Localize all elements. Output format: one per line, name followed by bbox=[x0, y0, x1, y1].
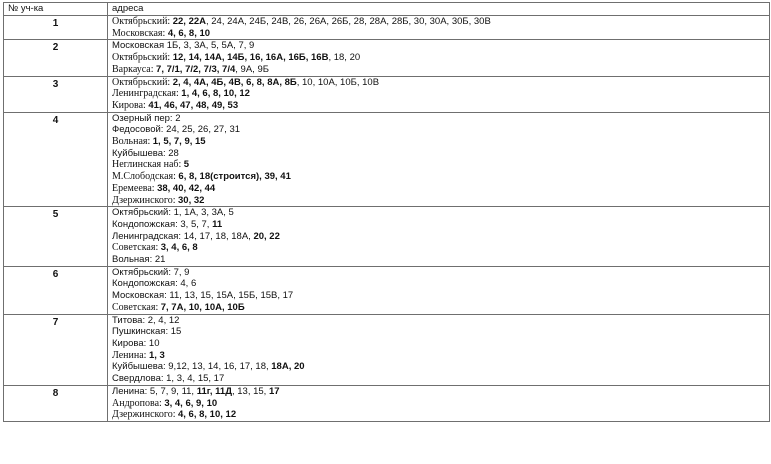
address-text: Советская: bbox=[112, 301, 161, 313]
address-text: Озерный пер: 2 bbox=[112, 112, 181, 124]
street-address-line bbox=[112, 302, 765, 314]
street-address-line bbox=[112, 183, 765, 195]
highlighted-house-numbers: 12, 14, 14А, 14Б, 16, 16А, 16Б, 16В bbox=[172, 52, 329, 64]
district-number: 2 bbox=[4, 40, 108, 76]
district-addresses bbox=[108, 207, 770, 267]
address-text: Октябрьский: bbox=[112, 16, 173, 27]
address-table bbox=[3, 2, 770, 422]
address-text: , 13, 15, bbox=[231, 385, 269, 397]
district-addresses bbox=[108, 76, 770, 112]
address-text: , 9А, 9Б bbox=[235, 63, 269, 75]
highlighted-house-numbers: 7, 7А, 10, 10А, 10Б bbox=[160, 301, 245, 313]
highlighted-house-numbers: 1, 3 bbox=[148, 349, 165, 361]
address-text: Ленинградская: 14, 17, 18, 18А, bbox=[112, 230, 254, 242]
district-row bbox=[4, 40, 770, 76]
address-text: Федосовой: 24, 25, 26, 27, 31 bbox=[112, 124, 241, 136]
street-address-line bbox=[112, 219, 765, 231]
address-text: , 24, 24А, 24Б, 24В, 26, 26А, 26Б, 28, 28А, 28Б, 30, 30А, 30Б, 30В bbox=[206, 16, 491, 27]
district-addresses bbox=[108, 385, 770, 421]
district-row bbox=[4, 112, 770, 207]
highlighted-house-numbers: 2, 4, 4А, 4Б, 4В, 6, 8, 8А, 8Б bbox=[172, 76, 297, 88]
district-addresses bbox=[108, 314, 770, 385]
street-address-line bbox=[112, 242, 765, 254]
street-address-line bbox=[112, 16, 765, 28]
address-text: Ленина: bbox=[112, 349, 149, 361]
address-text: Кирова: 10 bbox=[112, 337, 160, 349]
street-address-line bbox=[112, 64, 765, 76]
address-text: Ленина: 5, 7, 9, 11, bbox=[112, 385, 197, 397]
address-text: Дзержинского: bbox=[112, 409, 178, 421]
street-address-line bbox=[112, 207, 765, 219]
district-row bbox=[4, 266, 770, 314]
address-text: Пушкинская: 15 bbox=[112, 326, 182, 338]
address-text: Еремеева: bbox=[112, 182, 158, 194]
address-text: Куйбышева: 28 bbox=[112, 147, 179, 159]
street-address-line bbox=[112, 267, 765, 279]
district-addresses bbox=[108, 112, 770, 207]
address-text: Вольная: 21 bbox=[112, 254, 166, 266]
street-address-line bbox=[112, 28, 765, 40]
address-text: Октябрьский: bbox=[112, 76, 173, 88]
highlighted-house-numbers: 41, 46, 47, 48, 49, 53 bbox=[148, 99, 239, 111]
district-number: 4 bbox=[4, 112, 108, 207]
address-text: Московская: bbox=[112, 27, 168, 39]
address-text: Московская 1Б, 3, 3А, 5, 5А, 7, 9 bbox=[112, 40, 255, 52]
district-number: 6 bbox=[4, 266, 108, 314]
street-address-line bbox=[112, 231, 765, 243]
address-text: Неглинская наб: bbox=[112, 159, 184, 171]
highlighted-house-numbers: 30, 32 bbox=[178, 194, 205, 206]
street-address-line bbox=[112, 338, 765, 350]
street-address-line bbox=[112, 100, 765, 112]
highlighted-house-numbers: 4, 6, 8, 10 bbox=[167, 27, 211, 39]
street-address-line bbox=[112, 195, 765, 207]
district-number: 7 bbox=[4, 314, 108, 385]
district-row bbox=[4, 314, 770, 385]
street-address-line bbox=[112, 77, 765, 89]
highlighted-house-numbers: 5 bbox=[183, 159, 190, 171]
street-address-line bbox=[112, 88, 765, 100]
header-addresses: адреса bbox=[108, 3, 770, 16]
street-address-line bbox=[112, 398, 765, 410]
address-table-container bbox=[3, 2, 769, 422]
highlighted-house-numbers: 3, 4, 6, 9, 10 bbox=[164, 397, 218, 409]
address-text: М.Слободская: bbox=[112, 171, 179, 183]
street-address-line bbox=[112, 124, 765, 136]
district-addresses bbox=[108, 16, 770, 40]
street-address-line bbox=[112, 113, 765, 125]
address-table-body bbox=[4, 3, 770, 422]
address-text: Свердлова: 1, 3, 4, 15, 17 bbox=[112, 373, 225, 385]
district-addresses bbox=[108, 266, 770, 314]
address-text: Ленинградская: bbox=[112, 88, 182, 100]
address-text: Вольная: bbox=[112, 136, 153, 148]
address-text: , 10, 10А, 10Б, 10В bbox=[296, 76, 380, 88]
street-address-line bbox=[112, 136, 765, 148]
street-address-line bbox=[112, 386, 765, 398]
street-address-line bbox=[112, 278, 765, 290]
address-text: Кондопожская: 3, 5, 7, bbox=[112, 218, 213, 230]
street-address-line bbox=[112, 315, 765, 327]
district-number: 8 bbox=[4, 385, 108, 421]
street-address-line bbox=[112, 326, 765, 338]
address-text: Андропова: bbox=[112, 397, 165, 409]
street-address-line bbox=[112, 409, 765, 421]
highlighted-house-numbers: 11г, 11Д bbox=[196, 385, 232, 397]
header-district-number: № уч-ка bbox=[4, 3, 108, 16]
address-text: Кирова: bbox=[112, 99, 149, 111]
address-text: Октябрьский: bbox=[112, 52, 173, 64]
address-text: Варкауса: bbox=[112, 63, 157, 75]
highlighted-house-numbers: 3, 4, 6, 8 bbox=[160, 242, 198, 254]
street-address-line bbox=[112, 159, 765, 171]
street-address-line bbox=[112, 350, 765, 362]
address-text: Советская: bbox=[112, 242, 161, 254]
district-addresses bbox=[108, 40, 770, 76]
highlighted-house-numbers: 6, 8, 18(строится), 39, 41 bbox=[178, 171, 291, 183]
street-address-line bbox=[112, 40, 765, 52]
highlighted-house-numbers: 18А, 20 bbox=[271, 361, 305, 373]
street-address-line bbox=[112, 373, 765, 385]
district-row bbox=[4, 76, 770, 112]
address-text: Октябрьский: 1, 1А, 3, 3А, 5 bbox=[112, 207, 234, 219]
street-address-line bbox=[112, 290, 765, 302]
highlighted-house-numbers: 17 bbox=[268, 385, 280, 397]
address-text: , 18, 20 bbox=[328, 52, 361, 64]
district-row bbox=[4, 385, 770, 421]
street-address-line bbox=[112, 148, 765, 160]
district-number: 5 bbox=[4, 207, 108, 267]
district-number: 1 bbox=[4, 16, 108, 40]
street-address-line bbox=[112, 171, 765, 183]
address-text: Куйбышева: 9,12, 13, 14, 16, 17, 18, bbox=[112, 361, 272, 373]
highlighted-house-numbers: 7, 7/1, 7/2, 7/3, 7/4 bbox=[156, 63, 236, 75]
district-row bbox=[4, 207, 770, 267]
address-text: Октябрьский: 7, 9 bbox=[112, 266, 190, 278]
highlighted-house-numbers: 1, 4, 6, 8, 10, 12 bbox=[181, 88, 250, 100]
district-row bbox=[4, 16, 770, 40]
highlighted-house-numbers: 22, 22А bbox=[172, 16, 206, 27]
district-number: 3 bbox=[4, 76, 108, 112]
address-text: Московская: 11, 13, 15, 15А, 15Б, 15В, 17 bbox=[112, 290, 294, 302]
address-text: Дзержинского: bbox=[112, 194, 178, 206]
highlighted-house-numbers: 38, 40, 42, 44 bbox=[157, 182, 216, 194]
table-header-row bbox=[4, 3, 770, 16]
highlighted-house-numbers: 20, 22 bbox=[253, 230, 280, 242]
street-address-line bbox=[112, 52, 765, 64]
address-text: Титова: 2, 4, 12 bbox=[112, 314, 180, 326]
street-address-line bbox=[112, 254, 765, 266]
address-text: Кондопожская: 4, 6 bbox=[112, 278, 197, 290]
street-address-line bbox=[112, 361, 765, 373]
highlighted-house-numbers: 11 bbox=[212, 218, 223, 230]
highlighted-house-numbers: 4, 6, 8, 10, 12 bbox=[178, 409, 237, 421]
highlighted-house-numbers: 1, 5, 7, 9, 15 bbox=[152, 136, 206, 148]
